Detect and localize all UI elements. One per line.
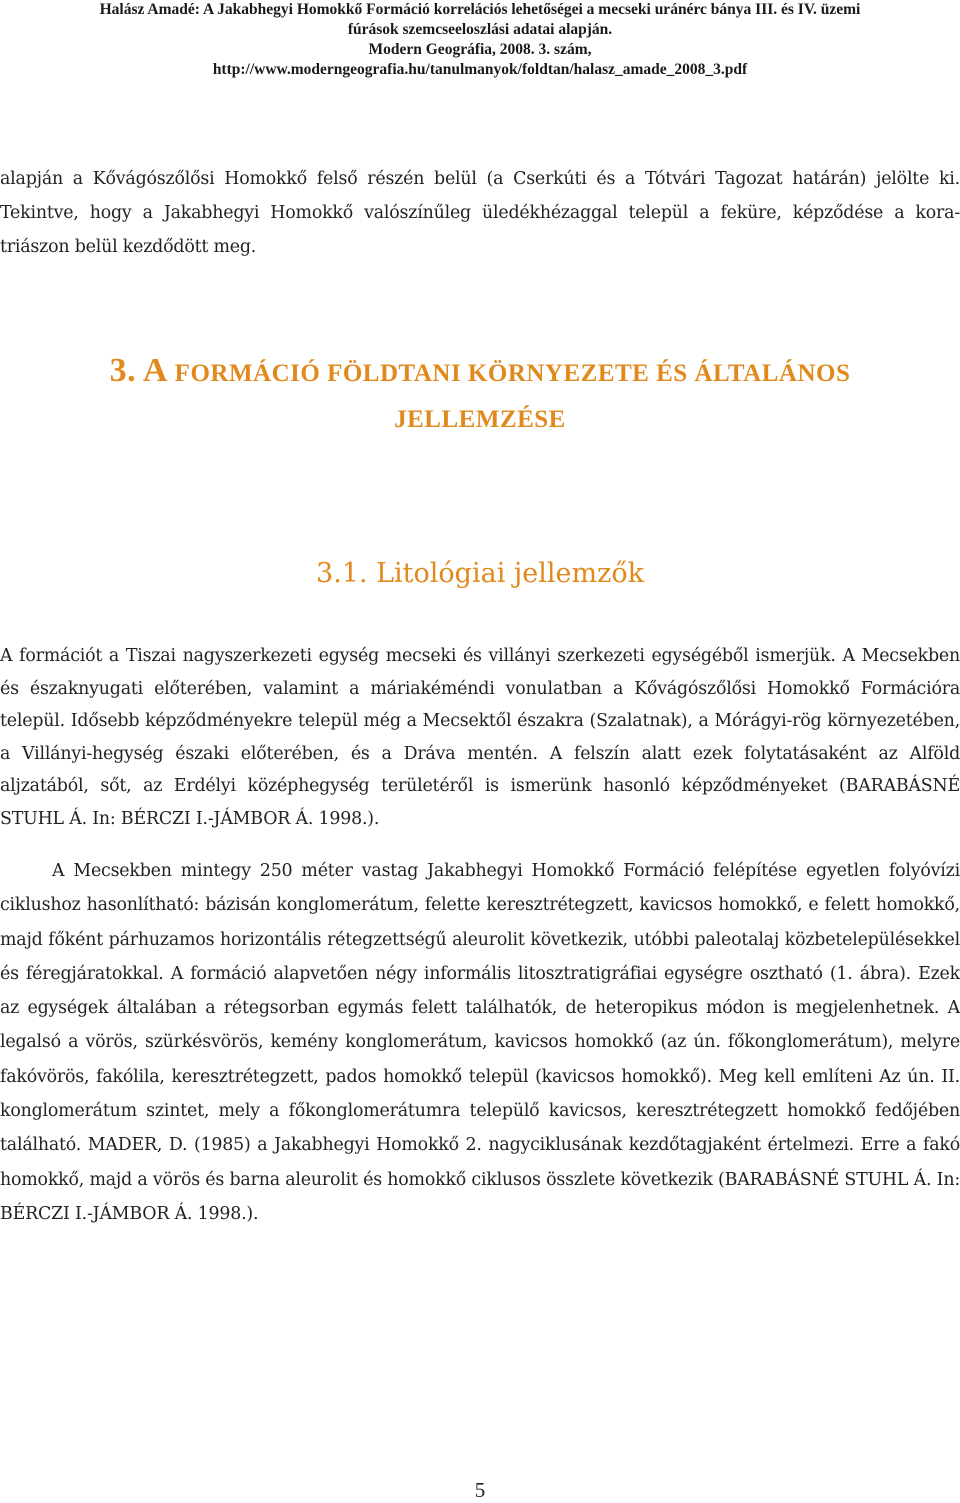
header-journal-line: Modern Geográfia, 2008. 3. szám, xyxy=(368,41,592,58)
section-number: 3. xyxy=(109,352,137,389)
citation-text: Á. In: B xyxy=(63,808,134,829)
intro-paragraph-text: alapján a Kővágószőlősi Homokkő felső részén belül (a Cserkúti és a Tótvári Tagozat határán) jelölte ki. Tekintve, hogy a Jakabhegyi Homokkő valószínűleg üledékhézaggal települ a feküre, képződése a kora-triászon belül kezdődött meg. xyxy=(0,169,960,257)
paragraph-2-text xyxy=(0,854,960,1231)
citation-text: I.-J xyxy=(69,1203,100,1224)
citation-text: Á. 1998.). xyxy=(290,808,380,829)
paragraph-2-body: , D. (1985) a Jakabhegyi Homokkő 2. nagyciklusának kezdőtagjaként értelmezi. Erre a fakó homokkő, majd a vörös és barna aleurolit és homokkő ciklusos összlete következik ( xyxy=(0,1135,960,1190)
citation-text: Á. 1998.). xyxy=(169,1203,259,1224)
section-heading-line1 xyxy=(0,348,960,397)
author-smallcaps: TUHL xyxy=(856,1169,909,1190)
section-first-letter: A xyxy=(142,352,168,389)
author-smallcaps: ADER xyxy=(105,1135,157,1156)
header-citation-line: Halász Amadé: A Jakabhegyi Homokkő Formáció korrelációs lehetőségei a mecseki uránérc bánya III. és IV. üzemi xyxy=(99,1,861,18)
author-smallcaps: ÁMBOR xyxy=(220,808,291,829)
author-smallcaps: ÉRCZI xyxy=(133,808,191,829)
page-header xyxy=(0,0,960,80)
page-number: 5 xyxy=(474,1478,486,1502)
author-initial: B xyxy=(724,1169,738,1190)
paragraph-1-text xyxy=(0,640,960,835)
header-url-line: http://www.moderngeografia.hu/tanulmanyok/foldtan/halasz_amade_2008_3.pdf xyxy=(212,61,748,78)
section-heading xyxy=(0,348,960,443)
author-smallcaps: ÉRCZI xyxy=(12,1203,70,1224)
author-smallcaps: ARABÁSNÉ xyxy=(737,1169,839,1190)
header-citation-line: fúrások szemcseeloszlási adatai alapján. xyxy=(347,21,613,38)
citation-text: I.-J xyxy=(190,808,221,829)
author-smallcaps: TUHL xyxy=(11,808,64,829)
paragraph-1 xyxy=(0,640,960,835)
author-initial: S xyxy=(839,1169,857,1190)
subsection-heading: 3.1. Litológiai jellemzők xyxy=(316,558,644,589)
author-initial: M xyxy=(87,1135,106,1156)
paragraph-1-body: A formációt a Tiszai nagyszerkezeti egység mecseki és villányi szerkezeti egységéből ismerjük. A Mecsekben és északnyugati előterében, valamint a máriakéméndi vonulatban a Kővágószőlősi Homokkő Formációra települ. Idősebb képződményekre települ még a Mecsektől északra (Szalatnak), a Mórágyi-rög környezetében, a Villányi-hegység északi előterében, és a Dráva mentén. A felszín alatt ezek folytatásaként az Alföld aljzatából, sőt, az Erdélyi középhegység területéről is ismerünk hasonló képződményeket ( xyxy=(0,646,960,796)
author-smallcaps: ARABÁSNÉ xyxy=(858,776,960,796)
section-title-text: FORMÁCIÓ FÖLDTANI KÖRNYEZETE ÉS ÁLTALÁNOS xyxy=(174,360,851,387)
author-initial: S xyxy=(0,808,12,829)
paragraph-2 xyxy=(0,854,960,1231)
section-heading-line2: JELLEMZÉSE xyxy=(394,406,566,433)
author-smallcaps: ÁMBOR xyxy=(99,1203,170,1224)
citation-text: Á. In: B xyxy=(0,1169,960,1224)
paragraph-2-body: A Mecsekben mintegy 250 méter vastag Jakabhegyi Homokkő Formáció felépítése egyetlen folyóvízi ciklushoz hasonlítható: bázisán konglomerátum, felette keresztrétegzett, kavicsos homokkő, e felett homokkő, majd főként párhuzamos horizontális rétegzettségű aleurolit következik, utóbbi paleotalaj közbetelepülésekkel és féregjáratokkal. A formáció alapvetően négy informális litosztratigráfiai egységre osztható (1. ábra). Ezek az egységek általában a rétegsorban egymás felett találhatók, de heteropikus módon is megjelenhetnek. A legalsó a vörös, szürkésvörös, kemény konglomerátum, kavicsos homokkő (az ún. főkonglomerátum), melyre fakóvörös, fakólila, keresztrétegzett, pados homokkő települ (kavicsos homokkő). Meg kell említeni Az ún. II. konglomerátum szintet, mely a főkonglomerátumra települő kavicsos, keresztrétegzett homokkő fedőjében található. xyxy=(0,861,960,1156)
intro-paragraph xyxy=(0,162,960,264)
author-initial: B xyxy=(845,776,859,796)
